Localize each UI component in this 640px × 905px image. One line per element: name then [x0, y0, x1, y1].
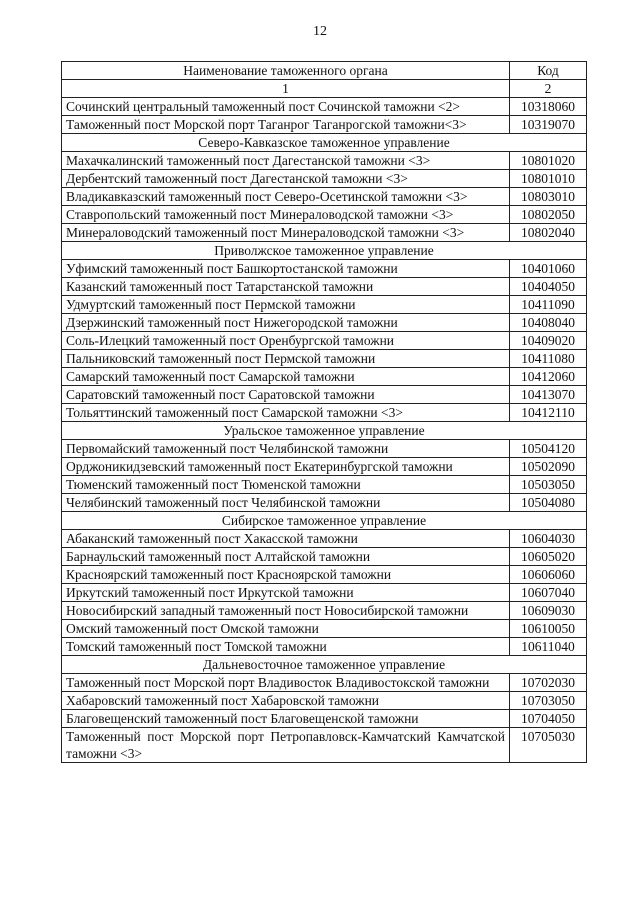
table-row	[62, 188, 587, 206]
table-row	[62, 206, 587, 224]
customs-post-name: Уфимский таможенный пост Башкортостанской таможни	[62, 260, 510, 278]
table-row	[62, 224, 587, 242]
table-row	[62, 332, 587, 350]
customs-post-name: Иркутский таможенный пост Иркутской таможни	[62, 584, 510, 602]
customs-post-name: Махачкалинский таможенный пост Дагестанской таможни <3>	[62, 152, 510, 170]
customs-post-name: Казанский таможенный пост Татарстанской таможни	[62, 278, 510, 296]
table-row	[62, 692, 587, 710]
customs-post-code: 10604030	[510, 530, 587, 548]
table-row	[62, 296, 587, 314]
customs-post-name: Саратовский таможенный пост Саратовской таможни	[62, 386, 510, 404]
customs-post-code: 10502090	[510, 458, 587, 476]
customs-post-code: 10704050	[510, 710, 587, 728]
customs-post-code: 10607040	[510, 584, 587, 602]
customs-post-code: 10504120	[510, 440, 587, 458]
customs-post-code: 10412110	[510, 404, 587, 422]
table-row	[62, 152, 587, 170]
customs-post-code: 10503050	[510, 476, 587, 494]
customs-post-code: 10802050	[510, 206, 587, 224]
customs-post-name: Благовещенский таможенный пост Благовещенской таможни	[62, 710, 510, 728]
customs-post-code: 10411090	[510, 296, 587, 314]
table-row	[62, 440, 587, 458]
table-row	[62, 602, 587, 620]
customs-post-code: 10408040	[510, 314, 587, 332]
customs-post-code: 10504080	[510, 494, 587, 512]
customs-post-code: 10401060	[510, 260, 587, 278]
customs-post-name: Дербентский таможенный пост Дагестанской таможни <3>	[62, 170, 510, 188]
customs-post-code: 10803010	[510, 188, 587, 206]
customs-post-name: Владикавказский таможенный пост Северо-Осетинской таможни <3>	[62, 188, 510, 206]
customs-post-name: Орджоникидзевский таможенный пост Екатеринбургской таможни	[62, 458, 510, 476]
page-number: 12	[313, 24, 327, 39]
column-number-row	[62, 80, 587, 98]
section-header-row	[62, 656, 587, 674]
customs-post-code: 10802040	[510, 224, 587, 242]
table-row	[62, 386, 587, 404]
customs-post-name: Таможенный пост Морской порт Петропавловск-Камчатский Камчатской таможни <3>	[62, 728, 510, 763]
table-row	[62, 674, 587, 692]
customs-post-code: 10609030	[510, 602, 587, 620]
table-body	[62, 98, 587, 763]
customs-post-name: Таможенный пост Морской порт Таганрог Таганрогской таможни<3>	[62, 116, 510, 134]
table-row	[62, 530, 587, 548]
table-row	[62, 566, 587, 584]
table-row	[62, 278, 587, 296]
customs-post-code: 10606060	[510, 566, 587, 584]
customs-post-code: 10703050	[510, 692, 587, 710]
customs-post-code: 10412060	[510, 368, 587, 386]
table-row	[62, 368, 587, 386]
section-header-row	[62, 242, 587, 260]
table-header-row	[62, 62, 587, 80]
customs-post-code: 10411080	[510, 350, 587, 368]
customs-post-name: Красноярский таможенный пост Красноярской таможни	[62, 566, 510, 584]
column-header-name: Наименование таможенного органа	[62, 62, 510, 80]
table-row	[62, 404, 587, 422]
customs-post-name: Первомайский таможенный пост Челябинской таможни	[62, 440, 510, 458]
table-row	[62, 314, 587, 332]
table-row	[62, 494, 587, 512]
customs-post-name: Удмуртский таможенный пост Пермской таможни	[62, 296, 510, 314]
table-row	[62, 728, 587, 763]
customs-post-code: 10318060	[510, 98, 587, 116]
customs-post-name: Новосибирский западный таможенный пост Новосибирской таможни	[62, 602, 510, 620]
customs-codes-table	[61, 61, 587, 763]
customs-post-name: Абаканский таможенный пост Хакасской таможни	[62, 530, 510, 548]
column-number-code: 2	[510, 80, 587, 98]
column-number-name: 1	[62, 80, 510, 98]
customs-post-name: Челябинский таможенный пост Челябинской таможни	[62, 494, 510, 512]
customs-post-code: 10610050	[510, 620, 587, 638]
table-row	[62, 350, 587, 368]
customs-post-name: Пальниковский таможенный пост Пермской таможни	[62, 350, 510, 368]
section-title: Приволжское таможенное управление	[62, 242, 587, 260]
table-row	[62, 116, 587, 134]
table-row	[62, 476, 587, 494]
table-row	[62, 620, 587, 638]
customs-post-code: 10801010	[510, 170, 587, 188]
section-header-row	[62, 512, 587, 530]
customs-post-code: 10404050	[510, 278, 587, 296]
section-title: Уральское таможенное управление	[62, 422, 587, 440]
customs-post-name: Хабаровский таможенный пост Хабаровской таможни	[62, 692, 510, 710]
customs-post-code: 10413070	[510, 386, 587, 404]
table-row	[62, 584, 587, 602]
section-header-row	[62, 134, 587, 152]
section-header-row	[62, 422, 587, 440]
section-title: Северо-Кавказское таможенное управление	[62, 134, 587, 152]
table-row	[62, 710, 587, 728]
customs-post-code: 10409020	[510, 332, 587, 350]
table-row	[62, 458, 587, 476]
customs-post-code: 10319070	[510, 116, 587, 134]
customs-post-code: 10801020	[510, 152, 587, 170]
customs-post-name: Томский таможенный пост Томской таможни	[62, 638, 510, 656]
customs-post-name: Сочинский центральный таможенный пост Сочинской таможни <2>	[62, 98, 510, 116]
table-row	[62, 638, 587, 656]
column-header-code: Код	[510, 62, 587, 80]
customs-post-code: 10611040	[510, 638, 587, 656]
customs-post-code: 10705030	[510, 728, 587, 763]
section-title: Сибирское таможенное управление	[62, 512, 587, 530]
customs-post-name: Барнаульский таможенный пост Алтайской таможни	[62, 548, 510, 566]
customs-post-name: Тюменский таможенный пост Тюменской таможни	[62, 476, 510, 494]
table-row	[62, 98, 587, 116]
customs-post-name: Ставропольский таможенный пост Минераловодской таможни <3>	[62, 206, 510, 224]
customs-post-name: Тольяттинский таможенный пост Самарской таможни <3>	[62, 404, 510, 422]
table-row	[62, 548, 587, 566]
section-title: Дальневосточное таможенное управление	[62, 656, 587, 674]
customs-post-name: Омский таможенный пост Омской таможни	[62, 620, 510, 638]
table-row	[62, 260, 587, 278]
customs-post-name: Дзержинский таможенный пост Нижегородской таможни	[62, 314, 510, 332]
customs-post-code: 10702030	[510, 674, 587, 692]
customs-post-name: Соль-Илецкий таможенный пост Оренбургской таможни	[62, 332, 510, 350]
customs-post-name: Минераловодский таможенный пост Минераловодской таможни <3>	[62, 224, 510, 242]
customs-post-code: 10605020	[510, 548, 587, 566]
customs-post-name: Самарский таможенный пост Самарской таможни	[62, 368, 510, 386]
table-row	[62, 170, 587, 188]
customs-post-name: Таможенный пост Морской порт Владивосток Владивостокской таможни	[62, 674, 510, 692]
